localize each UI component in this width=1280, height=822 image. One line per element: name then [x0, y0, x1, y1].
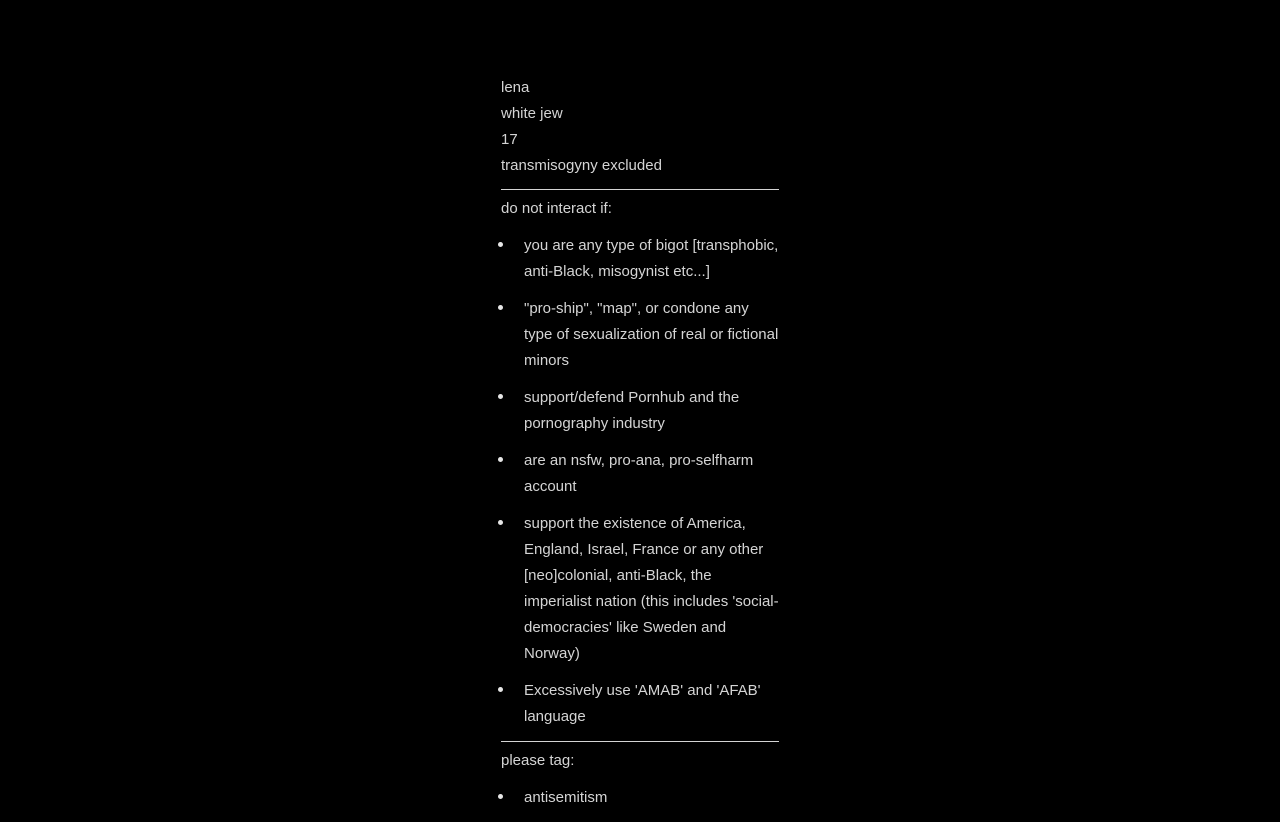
- dni-item-text: you are any type of bigot [transphobic, anti-Black, misogynist etc...]: [524, 237, 779, 280]
- tags-heading: please tag:: [501, 752, 575, 769]
- list-item: [501, 233, 779, 285]
- list-item: [501, 296, 779, 374]
- tag-item-text: antisemitism: [524, 789, 608, 806]
- list-item: [501, 785, 779, 811]
- profile-name: lena: [501, 79, 530, 96]
- dni-item-text: support the existence of America, England, Israel, France or any other [neo]colonial, anti-Black, the imperialist nation (this includes 'social-democracies' like Sweden and Norway): [524, 515, 779, 662]
- profile-identity: white jew: [501, 105, 563, 122]
- profile-exclusion: transmisogyny excluded: [501, 157, 662, 174]
- bullet-icon: [498, 520, 503, 525]
- dni-heading: do not interact if:: [501, 200, 612, 217]
- divider: [501, 741, 779, 742]
- profile-age: 17: [501, 131, 518, 148]
- list-item: [501, 511, 779, 667]
- bullet-icon: [498, 242, 503, 247]
- bullet-icon: [498, 394, 503, 399]
- bio-column: [501, 75, 779, 822]
- dni-item-text: "pro-ship", "map", or condone any type of sexualization of real or fictional minors: [524, 300, 779, 369]
- bullet-icon: [498, 687, 503, 692]
- dni-list: [501, 233, 779, 730]
- dni-item-text: support/defend Pornhub and the pornography industry: [524, 389, 740, 432]
- list-item: [501, 385, 779, 437]
- divider: [501, 189, 779, 190]
- bullet-icon: [498, 794, 503, 799]
- bullet-icon: [498, 457, 503, 462]
- tags-list: [501, 785, 779, 811]
- list-item: [501, 448, 779, 500]
- dni-item-text: are an nsfw, pro-ana, pro-selfharm account: [524, 452, 754, 495]
- dni-item-text: Excessively use 'AMAB' and 'AFAB' language: [524, 682, 761, 725]
- list-item: [501, 678, 779, 730]
- bullet-icon: [498, 305, 503, 310]
